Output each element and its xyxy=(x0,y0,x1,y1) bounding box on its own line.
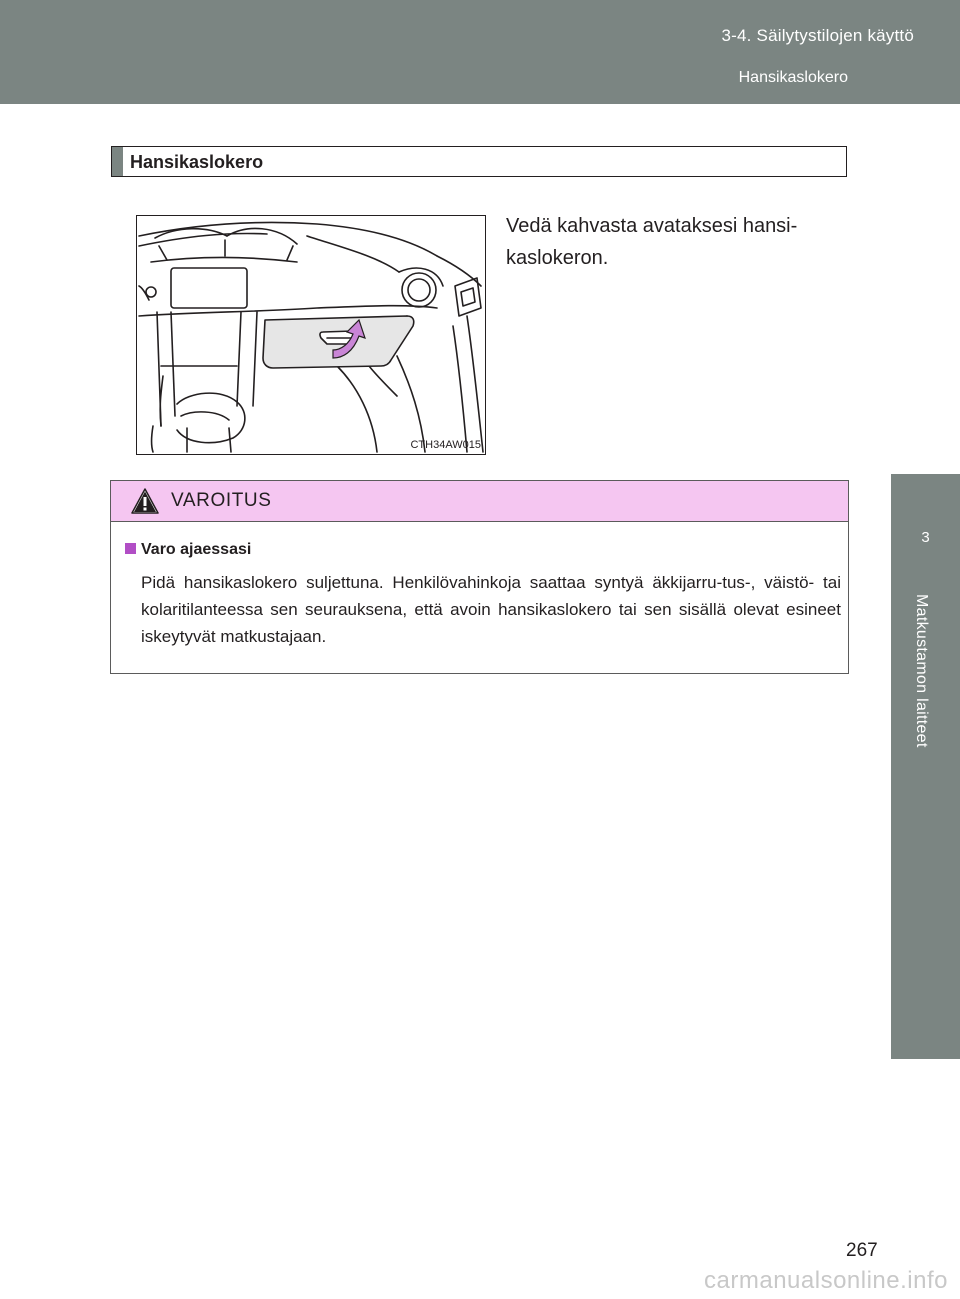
warning-subheading xyxy=(125,541,251,559)
section-title-header: 3-4. Säilytystilojen käyttö xyxy=(721,26,914,45)
warning-heading: VAROITUS xyxy=(171,490,272,511)
warning-body: Pidä hansikaslokero suljettuna. Henkilövahinkoja saattaa syntyä äkkijarru-tus-, väistö- tai kolaritilanteessa sen seurauksena, että avoin hansikaslokero tai sen sisällä olevat esineet iskeytyvät matkustajaan. xyxy=(141,573,841,646)
page-header xyxy=(0,0,960,104)
section-heading-bar xyxy=(111,146,847,177)
chapter-title: Matkustamon laitteet xyxy=(913,594,930,748)
dashboard-drawing xyxy=(137,216,485,454)
subsection-title-header: Hansikaslokero xyxy=(738,69,848,86)
heading-marker xyxy=(112,147,123,176)
warning-header xyxy=(111,481,848,522)
bullet-square-icon xyxy=(125,543,136,554)
warning-subheading-text: Varo ajaessasi xyxy=(141,541,252,558)
instruction-text: Vedä kahvasta avataksesi hansi-kaslokeron. xyxy=(506,215,798,269)
warning-box xyxy=(110,480,849,674)
watermark: carmanualsonline.info xyxy=(704,1267,948,1294)
page-number: 267 xyxy=(846,1240,878,1261)
glovebox-illustration xyxy=(136,215,486,455)
figure-code: CTH34AW015 xyxy=(410,439,481,451)
chapter-number: 3 xyxy=(921,529,930,546)
warning-triangle-icon xyxy=(130,487,160,515)
chapter-side-tab xyxy=(891,474,960,1059)
section-heading: Hansikaslokero xyxy=(130,152,264,172)
